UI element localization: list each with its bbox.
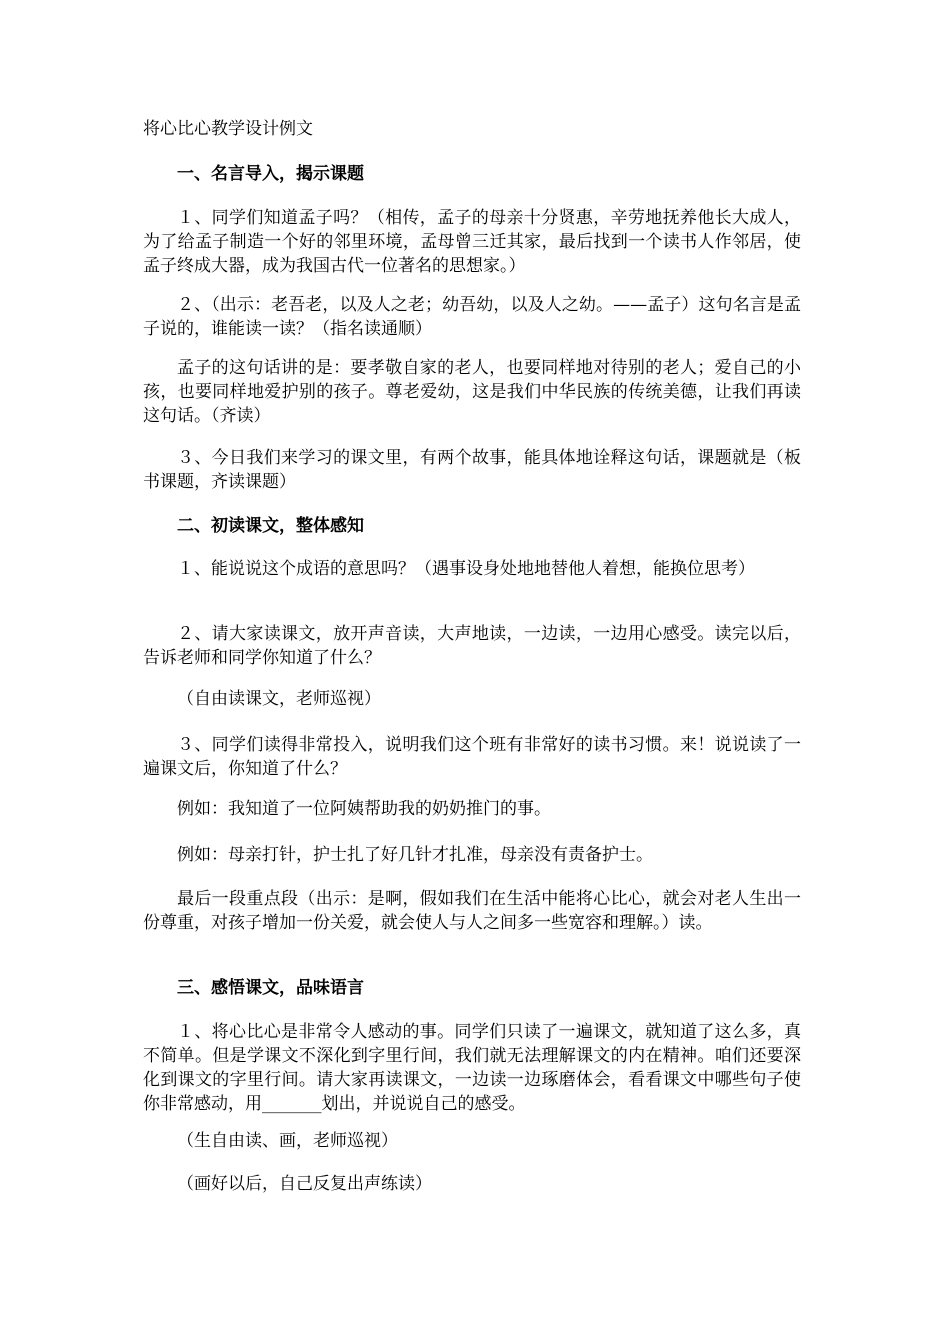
paragraph-3-1: １、将心比心是非常令人感动的事。同学们只读了一遍课文，就知道了这么多，真不简单。但是学课文不深化到字里行间，我们就无法理解课文的内在精神。咱们还要深化到课文的字里行间。请大家再读课文，一边读一边琢磨体会，看看课文中哪些句子使你非常感动，用_______划出，并说说自己的感受。 [143,1022,801,1114]
paragraph-2-example-2: 例如：母亲打针，护士扎了好几针才扎准，母亲没有责备护士。 [177,845,653,865]
paragraph-1-explanation: 孟子的这句话讲的是：要孝敬自家的老人，也要同样地对待别的老人；爱自己的小孩，也要同样地爱护别的孩子。尊老爱幼，这是我们中华民族的传统美德，让我们再读这句话。（齐读） [143,358,801,426]
section-heading-3: 三、感悟课文，品味语言 [177,978,364,998]
paragraph-3-note-2: （画好以后，自己反复出声练读） [177,1174,432,1194]
paragraph-2-key-section: 最后一段重点段（出示：是啊，假如我们在生活中能将心比心，就会对老人生出一份尊重，对孩子增加一份关爱，就会使人与人之间多一些宽容和理解。）读。 [143,889,801,933]
paragraph-2-example-1: 例如：我知道了一位阿姨帮助我的奶奶推门的事。 [177,799,551,819]
paragraph-2-note: （自由读课文，老师巡视） [177,689,381,709]
paragraph-1-2: ２、（出示：老吾老，以及人之老；幼吾幼，以及人之幼。——孟子）这句名言是孟子说的，谁能读一读？（指名读通顺） [143,295,801,339]
paragraph-2-1: １、能说说这个成语的意思吗？（遇事设身处地地替他人着想，能换位思考） [177,559,755,579]
paragraph-1-1: １、同学们知道孟子吗？（相传，孟子的母亲十分贤惠，辛劳地抚养他长大成人，为了给孟子制造一个好的邻里环境，孟母曾三迁其家，最后找到一个读书人作邻居，使孟子终成大器，成为我国古代一位著名的思想家。） [143,208,801,276]
section-heading-1: 一、名言导入，揭示课题 [177,164,364,184]
paragraph-1-3: ３、今日我们来学习的课文里，有两个故事，能具体地诠释这句话，课题就是（板书课题，齐读课题） [143,448,801,492]
paragraph-3-note-1: （生自由读、画，老师巡视） [177,1131,398,1151]
document-title: 将心比心教学设计例文 [143,119,313,139]
paragraph-2-2: ２、请大家读课文，放开声音读，大声地读，一边读，一边用心感受。读完以后，告诉老师和同学你知道了什么？ [143,624,801,668]
section-heading-2: 二、初读课文，整体感知 [177,516,364,536]
paragraph-2-3: ３、同学们读得非常投入，说明我们这个班有非常好的读书习惯。来！说说读了一遍课文后，你知道了什么？ [143,735,801,779]
